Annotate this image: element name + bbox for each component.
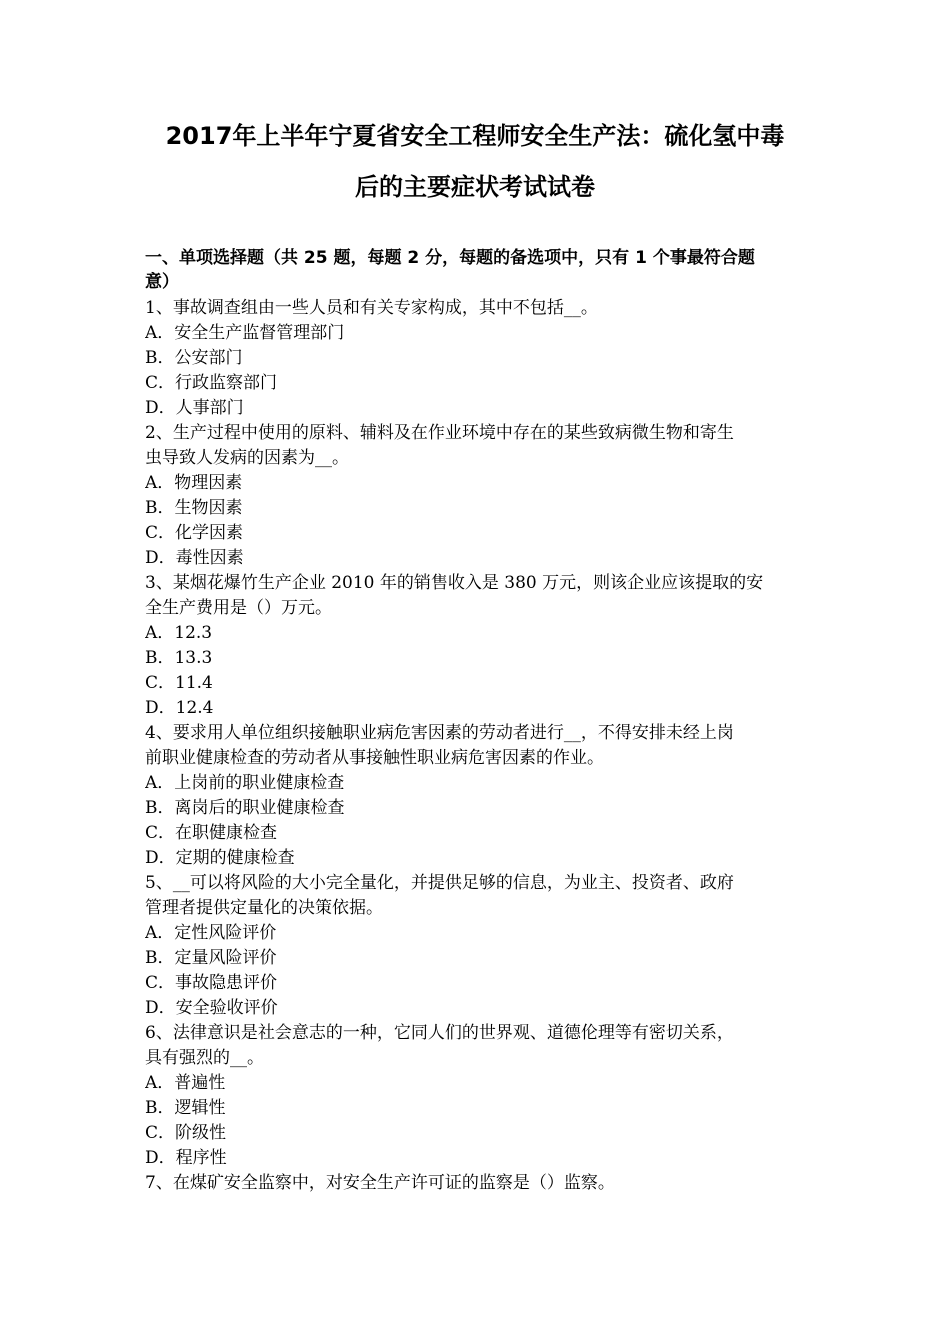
document-title-line-2: 后的主要症状考试试卷 [355,173,595,201]
option-b: B．定量风险评价 [145,948,277,968]
question-stem: 1、事故调查组由一些人员和有关专家构成，其中不包括__。 [145,298,598,318]
question-stem: 4、要求用人单位组织接触职业病危害因素的劳动者进行__，不得安排未经上岗 [145,723,734,743]
option-d: D．安全验收评价 [145,998,278,1018]
question-stem-continued: 虫导致人发病的因素为__。 [145,448,349,468]
option-c: C．11.4 [145,673,213,693]
option-c: C．在职健康检查 [145,823,278,843]
option-a: A．定性风险评价 [145,923,277,943]
option-d: D．毒性因素 [145,548,244,568]
question-stem-continued: 前职业健康检查的劳动者从事接触性职业病危害因素的作业。 [145,748,604,768]
section-heading [145,246,810,294]
option-c: C．化学因素 [145,523,244,543]
option-b: B．生物因素 [145,498,243,518]
option-a: A．12.3 [145,623,213,643]
question-stem-continued: 具有强烈的__。 [145,1048,264,1068]
option-c: C．事故隐患评价 [145,973,278,993]
option-a: A．安全生产监督管理部门 [145,323,345,343]
option-b: B．逻辑性 [145,1098,226,1118]
question-list [145,296,810,1196]
option-a: A．普遍性 [145,1073,226,1093]
option-b: B．公安部门 [145,348,243,368]
section-heading-line-1: 一、单项选择题（共 25 题，每题 2 分，每题的备选项中，只有 1 个事最符合题 [145,248,755,268]
option-d: D．12.4 [145,698,214,718]
option-a: A．物理因素 [145,473,243,493]
option-b: B．离岗后的职业健康检查 [145,798,345,818]
section-heading-line-2: 意） [145,272,179,292]
option-c: C．行政监察部门 [145,373,278,393]
question-stem: 5、__可以将风险的大小完全量化，并提供足够的信息，为业主、投资者、政府 [145,873,734,893]
document-title-line-1: 2017年上半年宁夏省安全工程师安全生产法：硫化氢中毒 [165,122,785,150]
option-a: A．上岗前的职业健康检查 [145,773,345,793]
question-stem: 3、某烟花爆竹生产企业 2010 年的销售收入是 380 万元，则该企业应该提取的安 [145,573,764,593]
option-d: D．程序性 [145,1148,227,1168]
option-c: C．阶级性 [145,1123,227,1143]
option-d: D．定期的健康检查 [145,848,295,868]
question-stem: 2、生产过程中使用的原料、辅料及在作业环境中存在的某些致病微生物和寄生 [145,423,734,443]
question-stem-continued: 管理者提供定量化的决策依据。 [145,898,383,918]
question-stem: 6、法律意识是社会意志的一种，它同人们的世界观、道德伦理等有密切关系， [145,1023,734,1043]
question-stem-continued: 全生产费用是（）万元。 [145,598,332,618]
option-b: B．13.3 [145,648,213,668]
question-stem: 7、在煤矿安全监察中，对安全生产许可证的监察是（）监察。 [145,1173,615,1193]
option-d: D．人事部门 [145,398,244,418]
